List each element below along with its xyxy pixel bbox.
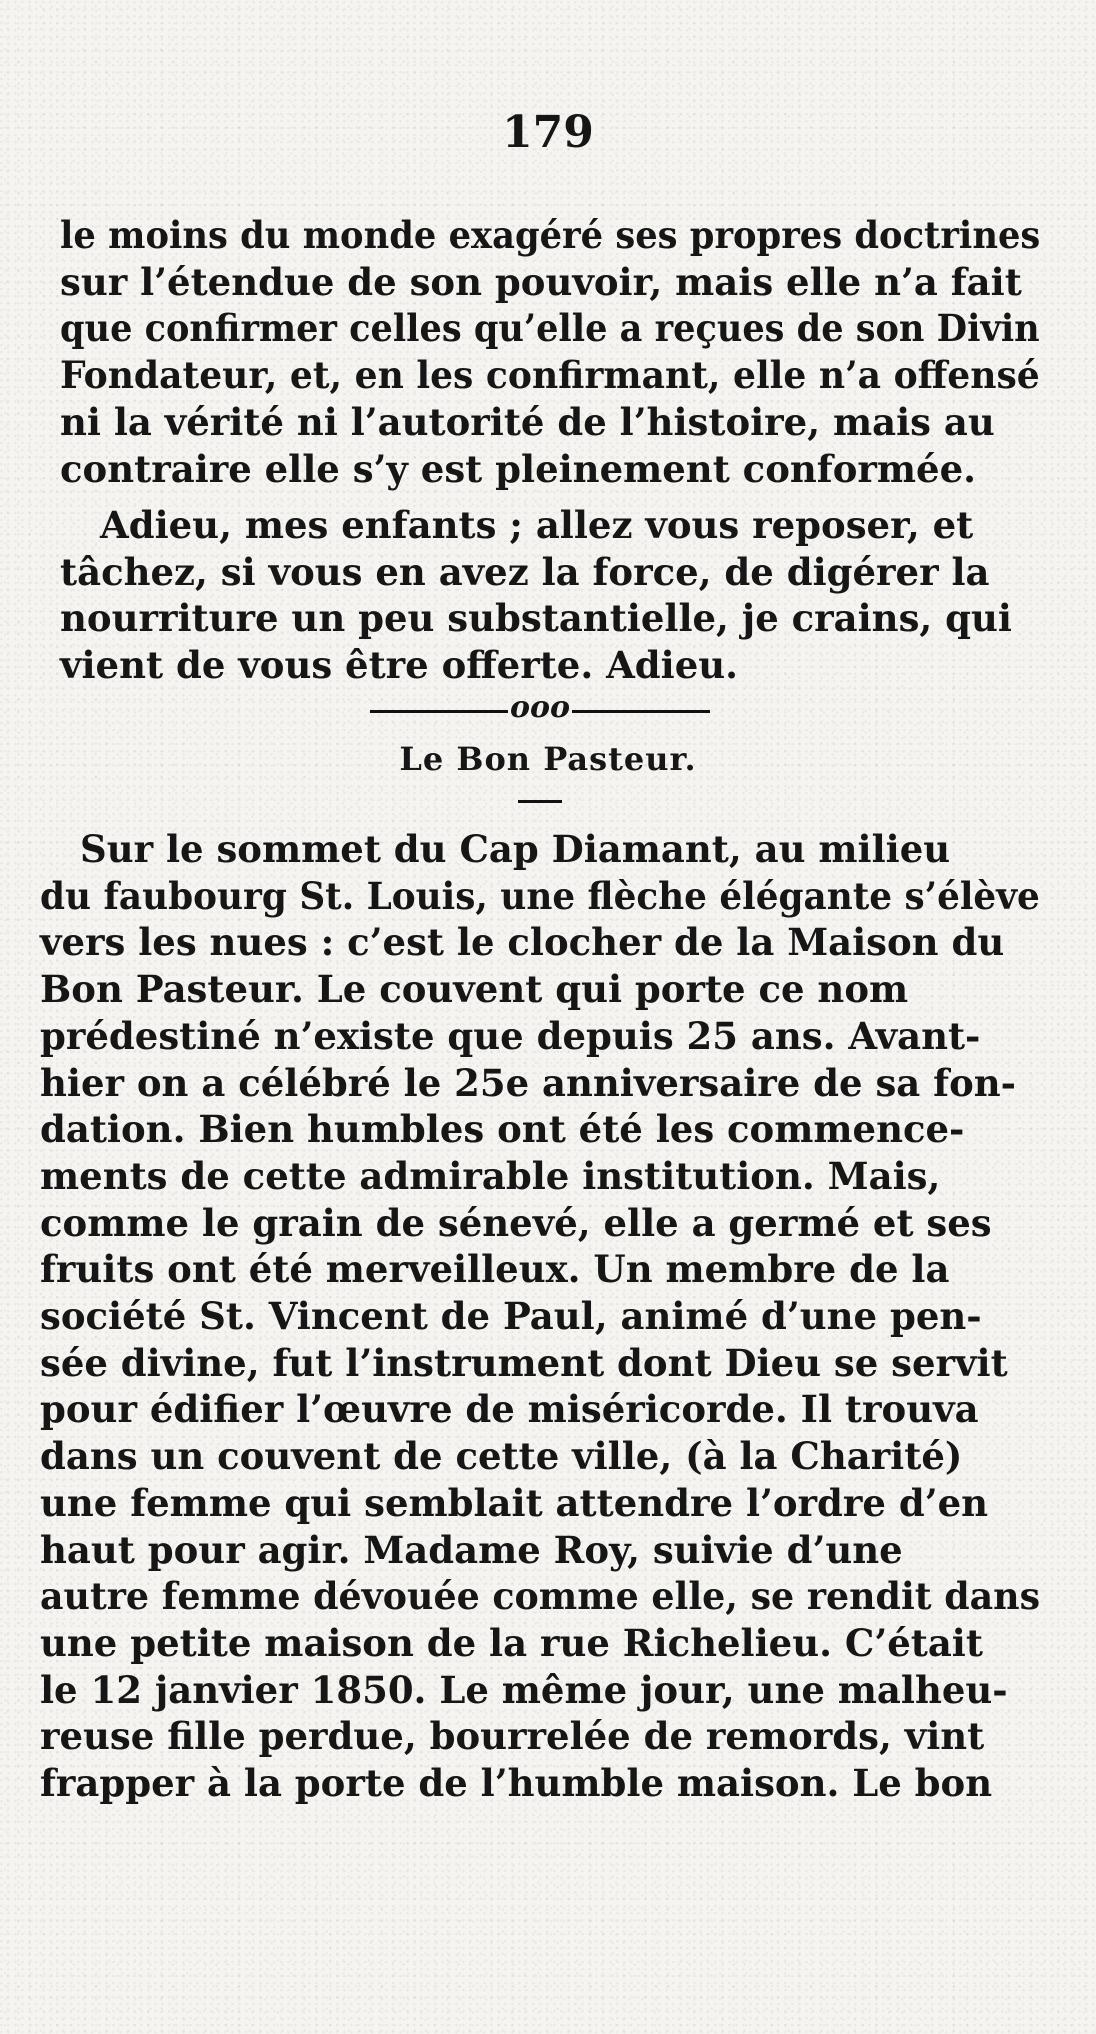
section-separator <box>370 688 710 728</box>
text-line: Bon Pasteur. Le couvent qui porte ce nom <box>40 967 909 1012</box>
text-line: hier on a célébré le 25e anniversaire de sa fon- <box>40 1060 1017 1105</box>
text-line: sée divine, fut l’instrument dont Dieu se servit <box>40 1340 1008 1385</box>
separator-line-left <box>370 710 508 713</box>
text-line: du faubourg St. Louis, une flèche élégante s’élève <box>40 873 1040 918</box>
text-line: frapper à la porte de l’humble maison. Le bon <box>40 1761 993 1806</box>
separator-mark: ooo <box>509 690 571 725</box>
text-line: fruits ont été merveilleux. Un membre de la <box>40 1247 950 1292</box>
text-line: sur l’étendue de son pouvoir, mais elle n’a fait <box>60 259 1022 304</box>
text-line: comme le grain de sénevé, elle a germé et ses <box>40 1200 992 1245</box>
text-line: société St. Vincent de Paul, animé d’une pen- <box>40 1294 982 1339</box>
text-line: tâchez, si vous en avez la force, de digérer la <box>60 549 990 594</box>
text-line: nourriture un peu substantielle, je crains, qui <box>60 596 1012 641</box>
text-line: le 12 janvier 1850. Le même jour, une malheu- <box>40 1667 1008 1712</box>
text-line: le moins du monde exagéré ses propres doctrines <box>60 213 1041 257</box>
paragraph-adieu <box>60 502 1040 689</box>
text-line: une petite maison de la rue Richelieu. C’était <box>40 1620 983 1665</box>
text-line: vers les nues : c’est le clocher de la Maison du <box>40 920 1005 965</box>
text-line: dans un couvent de cette ville, (à la Charité) <box>40 1434 963 1479</box>
text-line: autre femme dévouée comme elle, se rendit dans <box>40 1574 1041 1619</box>
text-line: une femme qui semblait attendre l’ordre d’en <box>40 1480 989 1525</box>
page-number: 179 <box>502 107 594 158</box>
text-line: que confirmer celles qu’elle a reçues de son Divin <box>60 306 1040 351</box>
text-line: reuse fille perdue, bourrelée de remords, vint <box>40 1714 985 1759</box>
paragraph-continuation <box>60 212 1040 492</box>
text-line: haut pour agir. Madame Roy, suivie d’une <box>40 1527 903 1572</box>
text-line: Fondateur, et, en les confirmant, elle n’a offensé <box>60 353 1040 398</box>
title-underline <box>518 800 562 803</box>
text-line: Sur le sommet du Cap Diamant, au milieu <box>80 827 951 871</box>
text-line: pour édifier l’œuvre de miséricorde. Il trouva <box>40 1387 979 1432</box>
text-line: dation. Bien humbles ont été les commence- <box>40 1107 965 1152</box>
text-line: Adieu, mes enfants ; allez vous reposer, et <box>100 503 974 547</box>
text-line: ni la vérité ni l’autorité de l’histoire, mais au <box>60 399 995 444</box>
separator-line-right <box>572 710 710 713</box>
text-line: contraire elle s’y est pleinement conformée. <box>60 446 976 491</box>
text-line: prédestiné n’existe que depuis 25 ans. Avant- <box>40 1013 981 1058</box>
section-title: Le Bon Pasteur. <box>399 740 697 778</box>
paragraph-bon-pasteur <box>40 826 1040 1807</box>
text-line: vient de vous être offerte. Adieu. <box>60 643 739 688</box>
text-line: ments de cette admirable institution. Mais, <box>40 1153 941 1198</box>
